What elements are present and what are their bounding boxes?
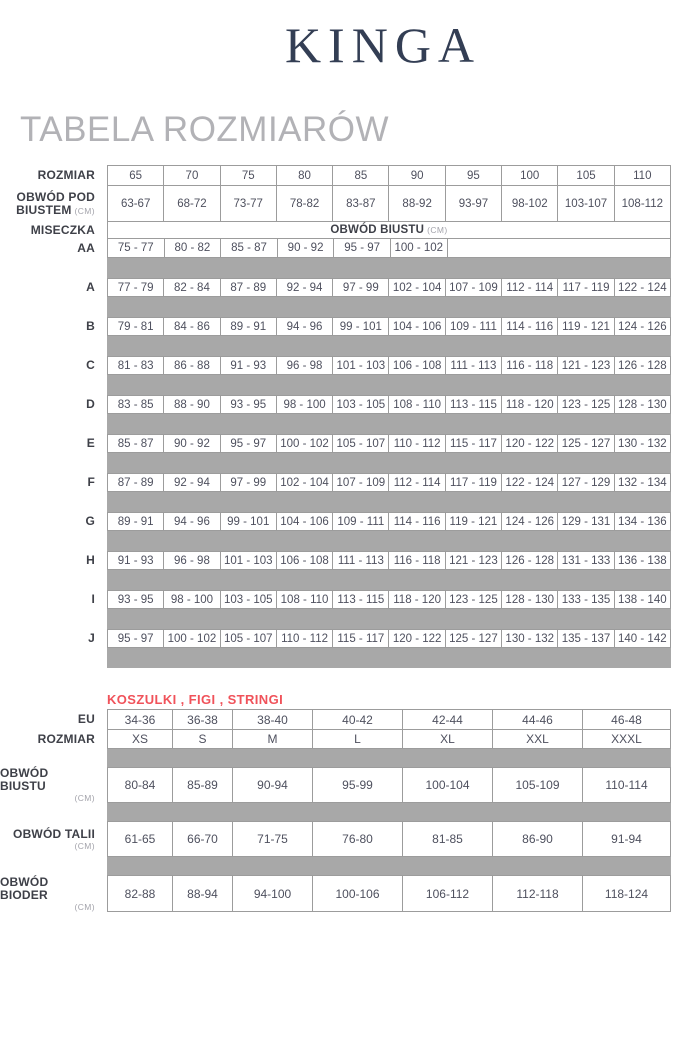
row-label-rozmiar: ROZMIAR: [37, 168, 95, 182]
measurement-cell: 103 - 105: [221, 590, 277, 609]
row-label-miseczka: MISECZKA: [30, 222, 95, 237]
letter-size-cell: XXXL: [583, 729, 671, 749]
measurement-cell: 106 - 108: [277, 551, 333, 570]
cup-row-f: [0, 473, 671, 492]
underbust-label-line2: BIUSTEM (CM): [16, 202, 95, 217]
measurement-cell: 95 - 97: [108, 629, 164, 648]
measurement-cell: 81-85: [403, 821, 493, 857]
measurement-cell: 121 - 123: [558, 356, 614, 375]
measurement-cell: 97 - 99: [221, 473, 277, 492]
row-waist: [0, 821, 671, 857]
letter-size-cell: XL: [403, 729, 493, 749]
unit-cm: (CM): [74, 205, 95, 216]
unit-cm: (CM): [427, 225, 448, 235]
separator-band: [107, 453, 671, 473]
measurement-cell: 102 - 104: [389, 278, 445, 297]
cup-cells: [107, 356, 671, 375]
bra-size-table: [0, 165, 671, 668]
underbust-cell: 83-87: [333, 185, 389, 222]
eu-size-cell: 46-48: [583, 709, 671, 730]
cup-cells: [107, 512, 671, 531]
measurement-cell: 115 - 117: [333, 629, 389, 648]
measurement-cell: 79 - 81: [108, 317, 164, 336]
measurement-cell: 110 - 112: [389, 434, 445, 453]
measurement-cell: 124 - 126: [615, 317, 671, 336]
bust-header-text: OBWÓD BIUSTU: [330, 224, 425, 236]
waist-cells: [107, 821, 671, 857]
measurement-cell: 98 - 100: [277, 395, 333, 414]
measurement-cell: 99 - 101: [333, 317, 389, 336]
measurement-cell: 100-106: [313, 875, 403, 912]
measurement-cell: 93 - 95: [108, 590, 164, 609]
underbust-cell: 103-107: [558, 185, 614, 222]
size-header-cell: 95: [446, 165, 502, 186]
measurement-cell: 114 - 116: [389, 512, 445, 531]
measurement-cell: 127 - 129: [558, 473, 614, 492]
measurement-cell: 95-99: [313, 767, 403, 803]
measurement-cell: 96 - 98: [164, 551, 220, 570]
eu-size-cell: 42-44: [403, 709, 493, 730]
size-header-cell: 70: [164, 165, 220, 186]
measurement-cell: 88 - 90: [164, 395, 220, 414]
cup-label: A: [86, 280, 95, 294]
measurement-cell: 90-94: [233, 767, 313, 803]
size-header-cell: 85: [333, 165, 389, 186]
eu-size-cell: 40-42: [313, 709, 403, 730]
measurement-cell: 107 - 109: [333, 473, 389, 492]
cup-row-a: [0, 278, 671, 297]
row-size-letters: [0, 729, 671, 749]
measurement-cell: 84 - 86: [164, 317, 220, 336]
measurement-cell: 125 - 127: [446, 629, 502, 648]
measurement-cell: 95 - 97: [334, 238, 391, 258]
size-header-cell: 90: [389, 165, 445, 186]
letter-size-cells: [107, 729, 671, 749]
separator-band: [107, 297, 671, 317]
measurement-cell: 90 - 92: [164, 434, 220, 453]
measurement-cell: 85 - 87: [108, 434, 164, 453]
cup-row-aa: [0, 238, 671, 258]
cup-row-h: [0, 551, 671, 570]
measurement-cell: 80 - 82: [165, 238, 222, 258]
row-label-underbust: [0, 185, 107, 222]
measurement-cell: 75 - 77: [108, 238, 165, 258]
row-miseczka: [0, 221, 671, 239]
measurement-cell: 135 - 137: [558, 629, 614, 648]
letter-size-cell: S: [173, 729, 233, 749]
separator-band: [107, 258, 671, 278]
measurement-cell: 93 - 95: [221, 395, 277, 414]
measurement-cell: 76-80: [313, 821, 403, 857]
briefs-size-table: [0, 709, 671, 912]
cup-row-c: [0, 356, 671, 375]
cup-label: G: [85, 514, 95, 528]
measurement-cell: 119 - 121: [558, 317, 614, 336]
measurement-cell: 129 - 131: [558, 512, 614, 531]
measurement-cell: 134 - 136: [615, 512, 671, 531]
size-header-cell: 110: [615, 165, 671, 186]
measurement-cell: 100 - 102: [391, 238, 448, 258]
measurement-cell: 66-70: [173, 821, 233, 857]
measurement-cell: 94 - 96: [277, 317, 333, 336]
cup-row-b: [0, 317, 671, 336]
measurement-cell: 113 - 115: [333, 590, 389, 609]
size-header-cells: [107, 165, 671, 186]
cup-cells: [107, 317, 671, 336]
measurement-cell: 101 - 103: [333, 356, 389, 375]
row-label-hips: OBWÓD BIODER (CM): [0, 874, 95, 912]
bust-cells: [107, 767, 671, 803]
measurement-cell: 114 - 116: [502, 317, 558, 336]
measurement-cell: 92 - 94: [164, 473, 220, 492]
cup-cells: [107, 395, 671, 414]
cup-cells: [107, 473, 671, 492]
letter-size-cell: XS: [108, 729, 173, 749]
measurement-cell: 87 - 89: [108, 473, 164, 492]
cup-label: F: [87, 475, 95, 489]
measurement-cell: 121 - 123: [446, 551, 502, 570]
measurement-cell: 109 - 111: [333, 512, 389, 531]
row-label-waist: OBWÓD TALII (CM): [13, 826, 95, 851]
underbust-cell: 78-82: [277, 185, 333, 222]
measurement-cell: 85-89: [173, 767, 233, 803]
measurement-cell: 101 - 103: [221, 551, 277, 570]
hips-cells: [107, 875, 671, 912]
separator-band: [107, 749, 671, 767]
measurement-cell: 86-90: [493, 821, 583, 857]
separator-band: [107, 375, 671, 395]
measurement-cell: 107 - 109: [446, 278, 502, 297]
measurement-cell: 138 - 140: [615, 590, 671, 609]
measurement-cell: 109 - 111: [446, 317, 502, 336]
measurement-cell: 130 - 132: [502, 629, 558, 648]
measurement-cell: 112-118: [493, 875, 583, 912]
measurement-cell: 92 - 94: [277, 278, 333, 297]
cup-row-g: [0, 512, 671, 531]
eu-cells: [107, 709, 671, 730]
measurement-cell: 116 - 118: [389, 551, 445, 570]
measurement-cell: 108 - 110: [277, 590, 333, 609]
measurement-cell: 86 - 88: [164, 356, 220, 375]
briefs-section-title: KOSZULKI , FIGI , STRINGI: [107, 692, 284, 707]
measurement-cell: 108 - 110: [389, 395, 445, 414]
measurement-cell: 100 - 102: [164, 629, 220, 648]
measurement-cell: 113 - 115: [446, 395, 502, 414]
measurement-cell: 111 - 113: [446, 356, 502, 375]
measurement-cell: 90 - 92: [278, 238, 335, 258]
row-label-rozmiar: ROZMIAR: [37, 731, 95, 746]
measurement-cell: 97 - 99: [333, 278, 389, 297]
separator-band: [107, 570, 671, 590]
measurement-cell: 110-114: [583, 767, 671, 803]
row-bust: [0, 767, 671, 803]
measurement-cell: 104 - 106: [389, 317, 445, 336]
row-eu: [0, 709, 671, 730]
measurement-cell: 100 - 102: [277, 434, 333, 453]
measurement-cell: 85 - 87: [221, 238, 278, 258]
eu-size-cell: 36-38: [173, 709, 233, 730]
separator-band: [107, 531, 671, 551]
measurement-cell: 87 - 89: [221, 278, 277, 297]
size-header-cell: 80: [277, 165, 333, 186]
cup-cells: [107, 238, 671, 258]
measurement-cell: 120 - 122: [502, 434, 558, 453]
measurement-cell: 123 - 125: [446, 590, 502, 609]
measurement-cell: 91-94: [583, 821, 671, 857]
measurement-cell: 103 - 105: [333, 395, 389, 414]
underbust-cell: 73-77: [221, 185, 277, 222]
separator-band: [107, 492, 671, 512]
measurement-cell: 130 - 132: [615, 434, 671, 453]
measurement-cell: 91 - 93: [221, 356, 277, 375]
eu-size-cell: 38-40: [233, 709, 313, 730]
measurement-cell: 98 - 100: [164, 590, 220, 609]
measurement-cell: 118 - 120: [502, 395, 558, 414]
row-rozmiar: [0, 165, 671, 186]
measurement-cell: 95 - 97: [221, 434, 277, 453]
measurement-cell: 128 - 130: [615, 395, 671, 414]
brand-logo: KINGA: [284, 17, 482, 73]
underbust-cell: 88-92: [389, 185, 445, 222]
measurement-cell: 122 - 124: [615, 278, 671, 297]
bust-header-cell: [108, 221, 671, 239]
page-title: TABELA ROZMIARÓW: [20, 110, 390, 149]
measurement-cell: 106-112: [403, 875, 493, 912]
measurement-cell: 110 - 112: [277, 629, 333, 648]
cup-label: D: [86, 397, 95, 411]
measurement-cell: 115 - 117: [446, 434, 502, 453]
measurement-cell: 94-100: [233, 875, 313, 912]
row-label-bust: OBWÓD BIUSTU (CM): [0, 766, 95, 803]
cup-label: E: [86, 436, 95, 450]
eu-size-cell: 44-46: [493, 709, 583, 730]
cup-label: I: [91, 592, 95, 606]
measurement-cell: 100-104: [403, 767, 493, 803]
measurement-cell: 96 - 98: [277, 356, 333, 375]
measurement-cell: 106 - 108: [389, 356, 445, 375]
measurement-cell: 112 - 114: [389, 473, 445, 492]
measurement-cell: 120 - 122: [389, 629, 445, 648]
unit-cm: (CM): [74, 840, 95, 851]
cup-cells: [107, 629, 671, 648]
measurement-cell: 105-109: [493, 767, 583, 803]
cup-cells: [107, 590, 671, 609]
measurement-cell: 132 - 134: [615, 473, 671, 492]
row-hips: [0, 875, 671, 912]
measurement-cell: 118 - 120: [389, 590, 445, 609]
measurement-cell: 104 - 106: [277, 512, 333, 531]
measurement-cell: 80-84: [108, 767, 173, 803]
measurement-cell: 133 - 135: [558, 590, 614, 609]
measurement-cell: 116 - 118: [502, 356, 558, 375]
measurement-cell: 61-65: [108, 821, 173, 857]
measurement-cell: 82-88: [108, 875, 173, 912]
size-header-cell: 75: [221, 165, 277, 186]
separator-band: [107, 336, 671, 356]
measurement-cell: 102 - 104: [277, 473, 333, 492]
measurement-cell: 126 - 128: [502, 551, 558, 570]
eu-size-cell: 34-36: [108, 709, 173, 730]
measurement-cell: 117 - 119: [446, 473, 502, 492]
size-header-cell: 105: [558, 165, 614, 186]
cup-row-d: [0, 395, 671, 414]
measurement-cell: 124 - 126: [502, 512, 558, 531]
letter-size-cell: M: [233, 729, 313, 749]
measurement-cell: 122 - 124: [502, 473, 558, 492]
measurement-cell: 99 - 101: [221, 512, 277, 531]
separator-band: [107, 857, 671, 875]
separator-band: [107, 609, 671, 629]
measurement-cell: 119 - 121: [446, 512, 502, 531]
measurement-cell: 105 - 107: [333, 434, 389, 453]
measurement-cell: 89 - 91: [221, 317, 277, 336]
underbust-cell: 93-97: [446, 185, 502, 222]
measurement-cell: 118-124: [583, 875, 671, 912]
measurement-cell: 111 - 113: [333, 551, 389, 570]
underbust-cells: [107, 185, 671, 222]
cup-label: C: [86, 358, 95, 372]
measurement-cell: 82 - 84: [164, 278, 220, 297]
cup-row-e: [0, 434, 671, 453]
row-label-eu: EU: [77, 712, 95, 726]
cup-row-j: [0, 629, 671, 648]
separator-band: [107, 414, 671, 434]
measurement-cell: 117 - 119: [558, 278, 614, 297]
cup-label: J: [88, 631, 95, 645]
measurement-cell: 125 - 127: [558, 434, 614, 453]
measurement-cell: 126 - 128: [615, 356, 671, 375]
measurement-cell: 105 - 107: [221, 629, 277, 648]
measurement-cell: 94 - 96: [164, 512, 220, 531]
unit-cm: (CM): [74, 793, 95, 803]
measurement-cell: 71-75: [233, 821, 313, 857]
measurement-cell: 88-94: [173, 875, 233, 912]
measurement-cell: 123 - 125: [558, 395, 614, 414]
underbust-cell: 68-72: [164, 185, 220, 222]
separator-band: [107, 648, 671, 668]
cup-row-i: [0, 590, 671, 609]
measurement-cell: 81 - 83: [108, 356, 164, 375]
measurement-cell: 128 - 130: [502, 590, 558, 609]
measurement-cell: 140 - 142: [615, 629, 671, 648]
cup-label: AA: [77, 240, 95, 255]
bust-header-span: [107, 221, 671, 239]
measurement-cell: 131 - 133: [558, 551, 614, 570]
measurement-cell: 112 - 114: [502, 278, 558, 297]
size-header-cell: 100: [502, 165, 558, 186]
cup-cells: [107, 278, 671, 297]
measurement-cell: 89 - 91: [108, 512, 164, 531]
underbust-label-line1: OBWÓD POD: [16, 189, 95, 204]
row-underbust: [0, 185, 671, 222]
size-header-cell: 65: [108, 165, 164, 186]
measurement-cell: 136 - 138: [615, 551, 671, 570]
separator-band: [107, 803, 671, 821]
cup-label: B: [86, 319, 95, 333]
unit-cm: (CM): [74, 901, 95, 912]
measurement-cell: 77 - 79: [108, 278, 164, 297]
cup-cells: [107, 551, 671, 570]
underbust-cell: 98-102: [502, 185, 558, 222]
letter-size-cell: L: [313, 729, 403, 749]
cup-label: H: [86, 553, 95, 567]
underbust-cell: 108-112: [615, 185, 671, 222]
letter-size-cell: XXL: [493, 729, 583, 749]
cup-cells: [107, 434, 671, 453]
underbust-cell: 63-67: [108, 185, 164, 222]
measurement-cell: 83 - 85: [108, 395, 164, 414]
measurement-cell: 91 - 93: [108, 551, 164, 570]
